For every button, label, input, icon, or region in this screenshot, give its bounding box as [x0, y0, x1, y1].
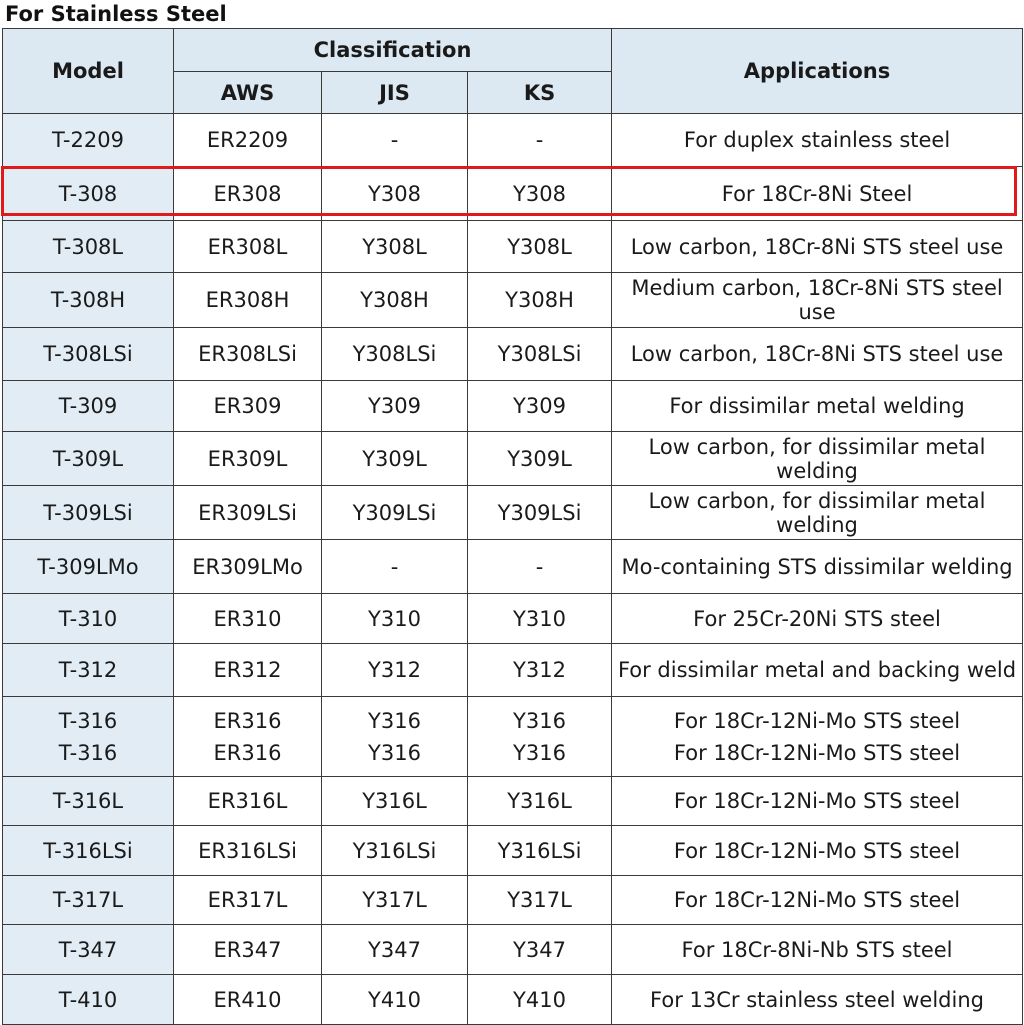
- model-cell: T-317L: [3, 876, 174, 925]
- model-cell: T-308LSi: [3, 328, 174, 381]
- ks-cell: Y308L: [468, 221, 612, 273]
- aws-cell: ER410: [174, 975, 322, 1025]
- aws-cell: ER308L: [174, 221, 322, 273]
- model-cell: T-309: [3, 381, 174, 432]
- jis-cell: [322, 697, 468, 777]
- table-row: [3, 114, 1023, 167]
- table-row: [3, 221, 1023, 273]
- table-row: [3, 328, 1023, 381]
- model-cell: T-309L: [3, 432, 174, 486]
- jis-cell: Y308H: [322, 273, 468, 328]
- model-cell: T-2209: [3, 114, 174, 167]
- ks-cell: -: [468, 540, 612, 594]
- aws-cell: ER309LSi: [174, 486, 322, 540]
- ks-cell: Y312: [468, 644, 612, 697]
- application-cell: For 25Cr-20Ni STS steel: [612, 594, 1023, 644]
- model-cell: T-309LSi: [3, 486, 174, 540]
- application-cell: For 13Cr stainless steel welding: [612, 975, 1023, 1025]
- aws-cell: ER2209: [174, 114, 322, 167]
- table-row-highlighted: [3, 167, 1023, 221]
- ks-cell: Y308: [468, 167, 612, 221]
- jis-line: Y316: [368, 740, 421, 765]
- aws-cell: ER310: [174, 594, 322, 644]
- table-row: [3, 975, 1023, 1025]
- ks-cell: Y316L: [468, 777, 612, 826]
- ks-cell: -: [468, 114, 612, 167]
- ks-cell: Y309L: [468, 432, 612, 486]
- application-cell: Low carbon, 18Cr-8Ni STS steel use: [612, 221, 1023, 273]
- aws-cell: ER309LMo: [174, 540, 322, 594]
- jis-cell: Y308L: [322, 221, 468, 273]
- model-cell: T-347: [3, 925, 174, 975]
- ks-cell: Y410: [468, 975, 612, 1025]
- model-cell: T-308: [3, 167, 174, 221]
- application-line: For 18Cr-12Ni-Mo STS steel: [673, 740, 961, 765]
- jis-cell: Y310: [322, 594, 468, 644]
- table-row: [3, 273, 1023, 328]
- jis-cell: Y308LSi: [322, 328, 468, 381]
- aws-cell: ER312: [174, 644, 322, 697]
- page-title: For Stainless Steel: [5, 2, 227, 26]
- ks-cell: Y310: [468, 594, 612, 644]
- model-cell: T-312: [3, 644, 174, 697]
- table-header: [3, 29, 1023, 114]
- application-cell: For dissimilar metal and backing weld: [612, 644, 1023, 697]
- ks-cell: Y309: [468, 381, 612, 432]
- aws-cell: ER347: [174, 925, 322, 975]
- model-cell: T-309LMo: [3, 540, 174, 594]
- table-row: [3, 486, 1023, 540]
- table-row: [3, 826, 1023, 876]
- header-jis: JIS: [322, 72, 468, 114]
- model-cell: T-310: [3, 594, 174, 644]
- stainless-steel-table: [2, 28, 1023, 1025]
- aws-cell: ER309L: [174, 432, 322, 486]
- ks-cell: Y309LSi: [468, 486, 612, 540]
- application-cell: For 18Cr-12Ni-Mo STS steel: [612, 777, 1023, 826]
- table-row: [3, 432, 1023, 486]
- ks-cell: Y308LSi: [468, 328, 612, 381]
- table-row: [3, 644, 1023, 697]
- model-line: T-316: [58, 708, 118, 733]
- jis-cell: Y410: [322, 975, 468, 1025]
- jis-cell: -: [322, 114, 468, 167]
- aws-cell: ER317L: [174, 876, 322, 925]
- header-model: Model: [3, 29, 174, 114]
- aws-cell: ER308LSi: [174, 328, 322, 381]
- aws-cell: ER308: [174, 167, 322, 221]
- aws-cell: [174, 697, 322, 777]
- model-cell: [3, 697, 174, 777]
- model-cell: T-316L: [3, 777, 174, 826]
- ks-line: Y316: [513, 708, 566, 733]
- application-cell: Low carbon, for dissimilar metal welding: [612, 486, 1023, 540]
- application-cell: [612, 697, 1023, 777]
- jis-cell: Y347: [322, 925, 468, 975]
- jis-cell: Y316LSi: [322, 826, 468, 876]
- table-row-double: [3, 697, 1023, 777]
- jis-line: Y316: [368, 708, 421, 733]
- ks-cell: Y316LSi: [468, 826, 612, 876]
- jis-cell: Y309: [322, 381, 468, 432]
- ks-cell: [468, 697, 612, 777]
- table-row: [3, 925, 1023, 975]
- application-cell: Low carbon, 18Cr-8Ni STS steel use: [612, 328, 1023, 381]
- jis-cell: Y317L: [322, 876, 468, 925]
- header-aws: AWS: [174, 72, 322, 114]
- application-cell: For 18Cr-12Ni-Mo STS steel: [612, 876, 1023, 925]
- aws-cell: ER309: [174, 381, 322, 432]
- application-cell: For duplex stainless steel: [612, 114, 1023, 167]
- ks-cell: Y347: [468, 925, 612, 975]
- jis-cell: Y309LSi: [322, 486, 468, 540]
- aws-cell: ER316L: [174, 777, 322, 826]
- model-cell: T-308L: [3, 221, 174, 273]
- ks-cell: Y317L: [468, 876, 612, 925]
- table-row: [3, 594, 1023, 644]
- jis-cell: Y309L: [322, 432, 468, 486]
- application-cell: For 18Cr-8Ni Steel: [612, 167, 1023, 221]
- model-line: T-316: [58, 740, 118, 765]
- header-ks: KS: [468, 72, 612, 114]
- table-row: [3, 777, 1023, 826]
- application-cell: For 18Cr-8Ni-Nb STS steel: [612, 925, 1023, 975]
- header-applications: Applications: [612, 29, 1023, 114]
- table-row: [3, 381, 1023, 432]
- header-classification: Classification: [174, 29, 612, 72]
- aws-line: ER316: [213, 740, 282, 765]
- application-cell: Medium carbon, 18Cr-8Ni STS steel use: [612, 273, 1023, 328]
- ks-line: Y316: [513, 740, 566, 765]
- jis-cell: -: [322, 540, 468, 594]
- jis-cell: Y308: [322, 167, 468, 221]
- ks-cell: Y308H: [468, 273, 612, 328]
- model-cell: T-410: [3, 975, 174, 1025]
- model-cell: T-316LSi: [3, 826, 174, 876]
- header-row-1: [3, 29, 1023, 72]
- table-body: [3, 114, 1023, 1025]
- aws-cell: ER308H: [174, 273, 322, 328]
- application-cell: Mo-containing STS dissimilar welding: [612, 540, 1023, 594]
- application-line: For 18Cr-12Ni-Mo STS steel: [673, 708, 961, 733]
- application-cell: For dissimilar metal welding: [612, 381, 1023, 432]
- model-cell: T-308H: [3, 273, 174, 328]
- application-cell: Low carbon, for dissimilar metal welding: [612, 432, 1023, 486]
- jis-cell: Y312: [322, 644, 468, 697]
- application-cell: For 18Cr-12Ni-Mo STS steel: [612, 826, 1023, 876]
- table-row: [3, 540, 1023, 594]
- aws-cell: ER316LSi: [174, 826, 322, 876]
- aws-line: ER316: [213, 708, 282, 733]
- table-row: [3, 876, 1023, 925]
- jis-cell: Y316L: [322, 777, 468, 826]
